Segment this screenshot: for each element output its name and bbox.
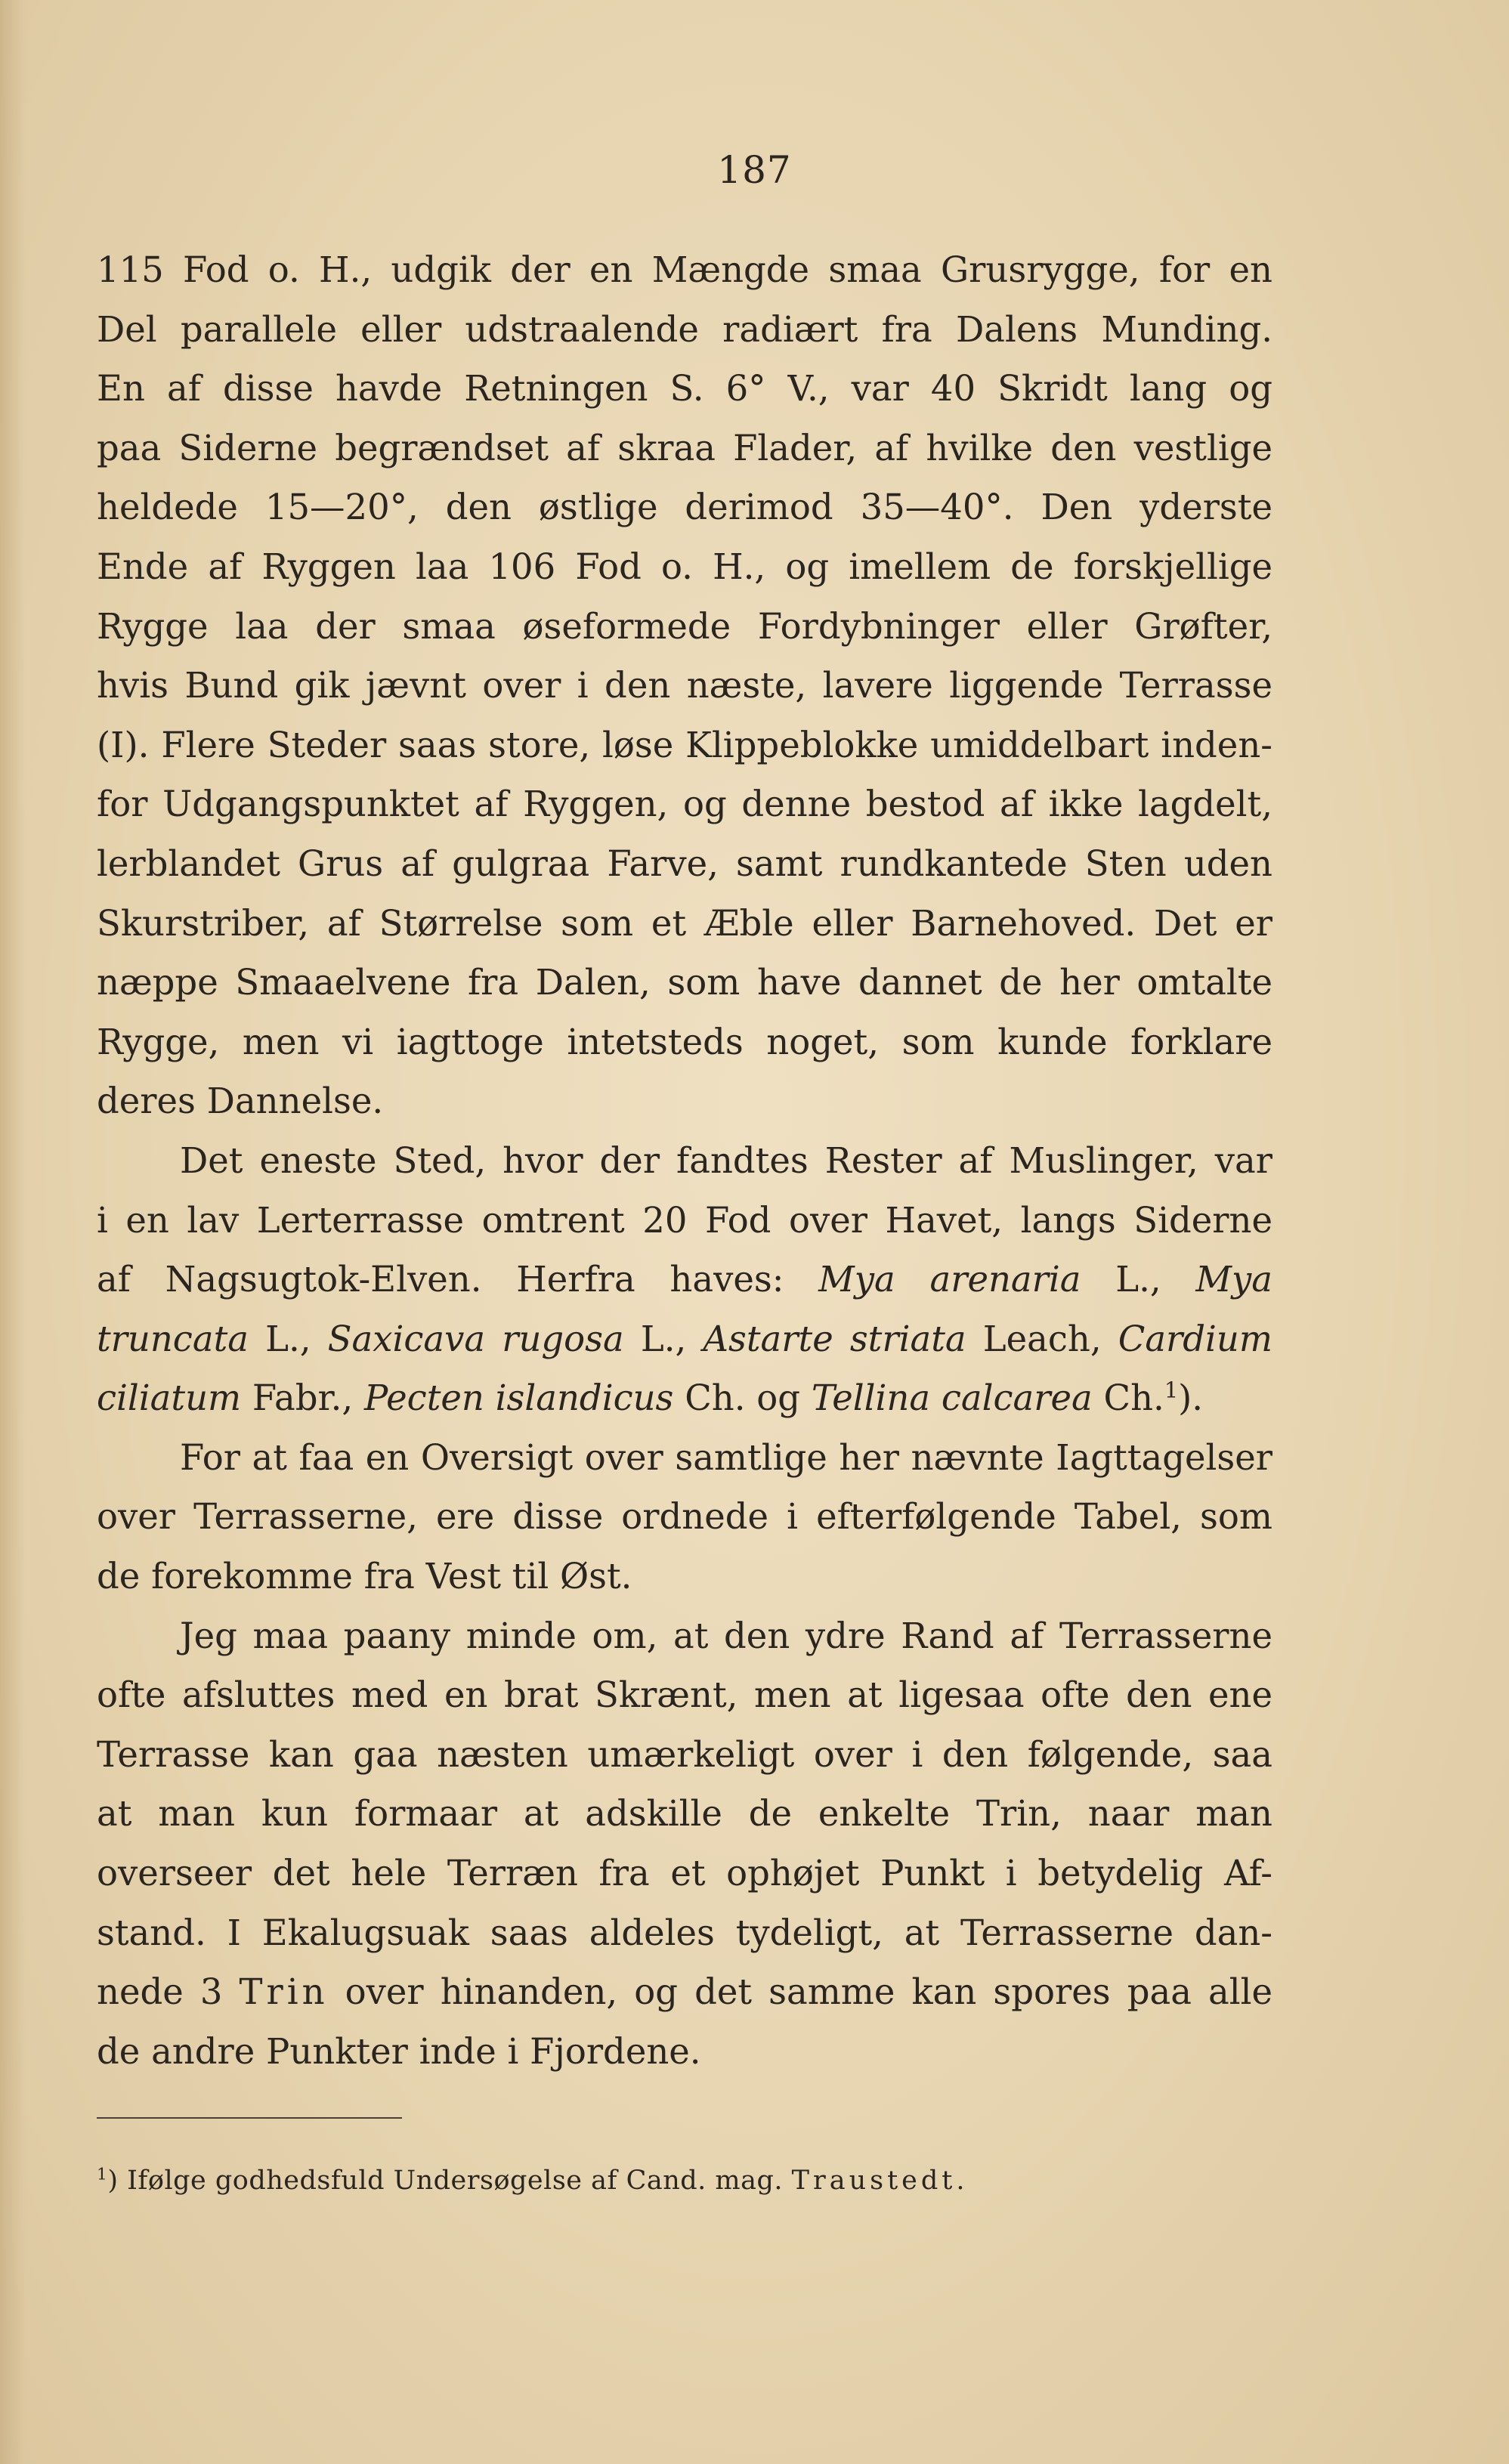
text-segment: de andre Punkter inde i Fjordene. [97,2030,701,2072]
text-line [97,1784,1272,1844]
text-line [97,478,1272,537]
text-line [97,1606,1272,1666]
text-segment: Terrasse kan gaa næsten umærkeligt over i den følgende, saa [97,1733,1272,1775]
footnote-marker: 1 [97,2165,108,2184]
text-line [97,1665,1272,1725]
text-segment: En af disse havde Retningen S. 6° V., var 40 Skridt lang og [97,368,1272,410]
text-line [97,1903,1272,1963]
text-line [97,1250,1272,1309]
text-segment: hvis Bund gik jævnt over i den næste, lavere liggende Terrasse [97,665,1272,706]
text-segment: paa Siderne begrændset af skraa Flader, af hvilke den vestlige [97,427,1272,468]
text-line [97,1131,1272,1191]
page-number: 187 [717,148,792,192]
text-segment: næppe Smaaelvene fra Dalen, som have dannet de her omtalte [97,962,1272,1003]
text-segment: lerblandet Grus af gulgraa Farve, samt rundkantede Sten uden [97,842,1272,884]
text-line [97,240,1272,300]
text-segment: de forekomme fra Vest til Øst. [97,1556,632,1597]
text-line [97,1547,1272,1606]
text-segment: nede 3 [97,1971,240,2013]
text-segment: ofte afsluttes med en brat Skrænt, men at ligesaa ofte den ene [97,1674,1272,1716]
text-segment: Ch. [1092,1377,1164,1419]
text-segment: 1 [1164,1377,1179,1403]
text-line [97,1191,1272,1251]
species-name: Mya [1195,1259,1272,1300]
footnote-text-start: ) Ifølge godhedsfuld Undersøgelse af Cand. mag. [107,2166,792,2196]
text-segment: L., [249,1318,328,1359]
text-segment: over hinanden, og det samme kan spores paa alle [328,1971,1272,2013]
text-line [97,1428,1272,1488]
text-line [97,716,1272,775]
text-line [97,774,1272,834]
text-line [97,656,1272,716]
text-segment: Det eneste Sted, hvor der fandtes Rester af Muslinger, var [180,1139,1272,1181]
text-segment: Leach, [966,1318,1118,1359]
text-segment: Del parallele eller udstraalende radiært fra Dalens Munding. [97,308,1272,350]
text-segment: Astarte striata [703,1318,966,1359]
text-segment: deres Dannelse. [97,1081,384,1122]
species-name: Mya arenaria [818,1259,1081,1300]
text-line [97,834,1272,894]
text-segment: ). [1178,1377,1204,1419]
text-segment: heldede 15—20°, den østlige derimod 35—40°. Den yderste [97,487,1272,528]
footnote [97,2158,1272,2203]
text-segment: Pecten islandicus [363,1377,674,1419]
text-segment: over Terrasserne, ere disse ordnede i efterfølgende Tabel, som [97,1496,1272,1538]
text-segment: L., [623,1318,703,1359]
text-line [97,1071,1272,1131]
text-line [97,953,1272,1012]
text-segment: Fabr., [241,1377,364,1419]
footnote-name: Traustedt [791,2166,957,2196]
text-line [97,1725,1272,1785]
text-segment: Jeg maa paany minde om, at den ydre Rand af Terrasserne [180,1615,1272,1656]
footnote-divider [97,2117,402,2119]
text-segment: Tellina calcarea [811,1377,1093,1419]
text-line [97,1309,1272,1369]
text-segment: (I). Flere Steder saas store, løse Klippeblokke umiddelbart inden- [97,724,1272,765]
text-line [97,894,1272,954]
text-line [97,1012,1272,1072]
text-line [97,419,1272,478]
text-segment: at man kun formaar at adskille de enkelte Trin, naar man [97,1793,1272,1835]
text-segment: Saxicava rugosa [327,1318,624,1359]
text-segment: Ch. og [673,1377,812,1419]
text-segment: af Nagsugtok-Elven. Herfra haves: [97,1259,784,1300]
footnote-text-end: . [956,2166,965,2196]
text-segment: ciliatum [97,1377,242,1419]
text-line [97,1844,1272,1903]
text-line [97,537,1272,597]
text-segment: Trin [239,1971,329,2013]
text-line [97,1368,1272,1428]
text-line [97,1962,1272,2022]
text-segment: Ende af Ryggen laa 106 Fod o. H., og imellem de forskjellige [97,546,1272,587]
page-edge-shadow [0,0,26,2464]
text-segment: L., [1081,1259,1196,1300]
text-segment: i en lav Lerterrasse omtrent 20 Fod over Havet, langs Siderne [97,1199,1272,1241]
text-segment: For at faa en Oversigt over samtlige her nævnte Iagttagelser [180,1436,1272,1478]
text-segment: truncata [97,1318,249,1359]
text-segment: Rygge, men vi iagttoge intetsteds noget, som kunde forklare [97,1021,1272,1062]
text-segment: Rygge laa der smaa øseformede Fordybninger eller Grøfter, [97,605,1272,647]
text-segment: for Udgangspunktet af Ryggen, og denne bestod af ikke lagdelt, [97,784,1272,825]
text-line [97,359,1272,419]
text-segment: overseer det hele Terræn fra et ophøjet Punkt i betydelig Af- [97,1853,1272,1894]
text-line [97,1487,1272,1547]
text-segment: Cardium [1118,1318,1272,1359]
body-text [97,240,1272,2081]
text-segment: 115 Fod o. H., udgik der en Mængde smaa Grusrygge, for en [97,249,1272,290]
text-segment: stand. I Ekalugsuak saas aldeles tydeligt, at Terrasserne dan- [97,1912,1272,1953]
text-line [97,2022,1272,2082]
text-line [97,597,1272,657]
text-segment: Skurstriber, af Størrelse som et Æble eller Barnehoved. Det er [97,902,1272,944]
text-line [97,300,1272,360]
